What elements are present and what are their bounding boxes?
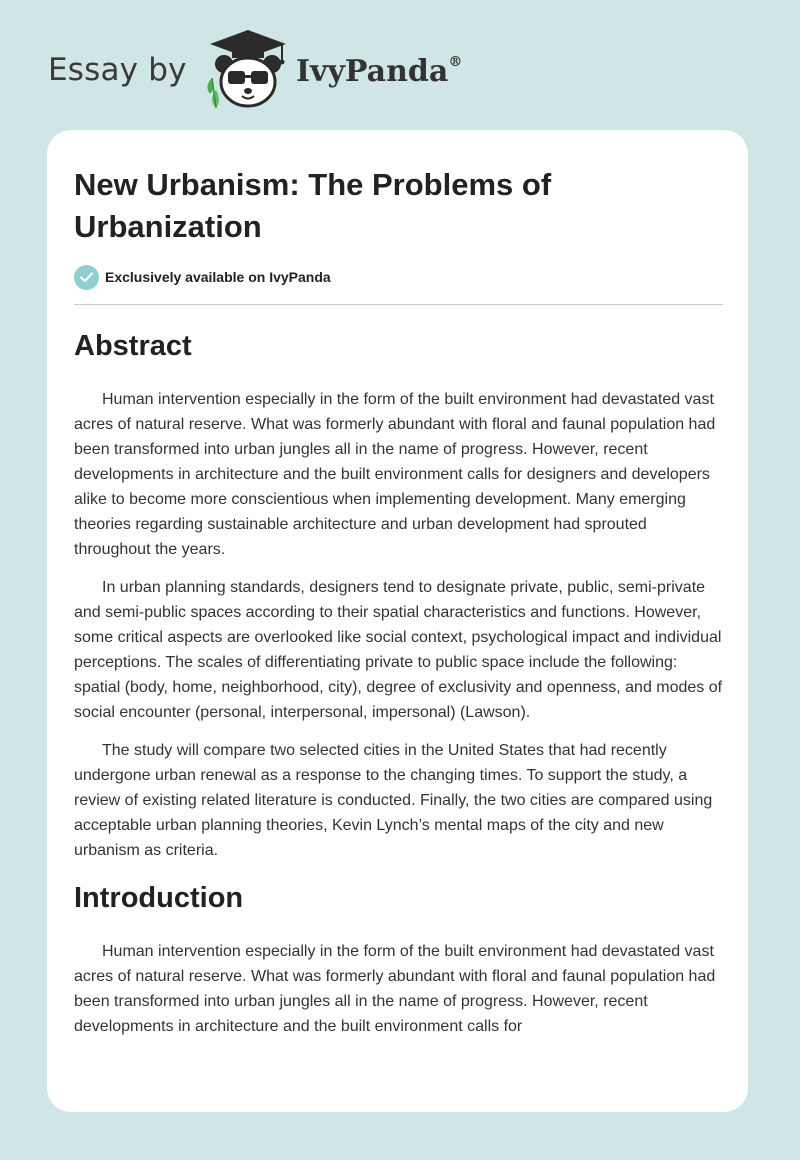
essay-by-label: Essay by bbox=[48, 52, 187, 88]
check-circle-icon bbox=[74, 265, 99, 290]
brand-text: IvyPanda bbox=[296, 54, 449, 89]
site-header bbox=[48, 28, 548, 108]
page-title: New Urbanism: The Problems of Urbanization bbox=[74, 167, 552, 244]
section-heading-abstract: Abstract bbox=[74, 330, 192, 362]
paragraph: Human intervention especially in the form of the built environment had devastated vast acres of natural reserve. What was formerly abundant with floral and faunal population had been transformed into urban jungles all in the name of progress. However, recent developments in architecture and the built environment calls for designers and developers alike to become more conscientious when implementing development. Many emerging theories regarding sustainable architecture and urban development had sprouted throughout the years. bbox=[74, 391, 716, 558]
essay-content bbox=[74, 164, 724, 1039]
brand-name bbox=[296, 54, 462, 89]
paragraph: In urban planning standards, designers tend to designate private, public, semi-private and semi-public spaces according to their spatial characteristics and functions. However, some critical aspects are overlooked like social context, psychological impact and individual perceptions. The scales of differentiating private to public space include the following: spatial (body, home, neighborhood, city), degree of exclusivity and openness, and modes of social encounter (personal, interpersonal, impersonal) (Lawson). bbox=[74, 579, 723, 721]
exclusive-badge bbox=[74, 264, 724, 290]
badge-text: Exclusively available on IvyPanda bbox=[105, 269, 331, 285]
trademark-symbol: ® bbox=[448, 54, 463, 70]
panda-graduate-icon bbox=[202, 28, 294, 110]
section-heading-introduction: Introduction bbox=[74, 882, 244, 914]
essay-card bbox=[47, 130, 748, 1112]
divider bbox=[74, 304, 723, 305]
paragraph: Human intervention especially in the form of the built environment had devastated vast acres of natural reserve. What was formerly abundant with floral and faunal population had been transformed into urban jungles all in the name of progress. However, recent developments in architecture and the built environment calls for bbox=[74, 943, 716, 1035]
paragraph: The study will compare two selected cities in the United States that had recently undergone urban renewal as a response to the changing times. To support the study, a review of existing related literature is conducted. Finally, the two cities are compared using acceptable urban planning theories, Kevin Lynch’s mental maps of the city and new urbanism as criteria. bbox=[74, 742, 713, 859]
